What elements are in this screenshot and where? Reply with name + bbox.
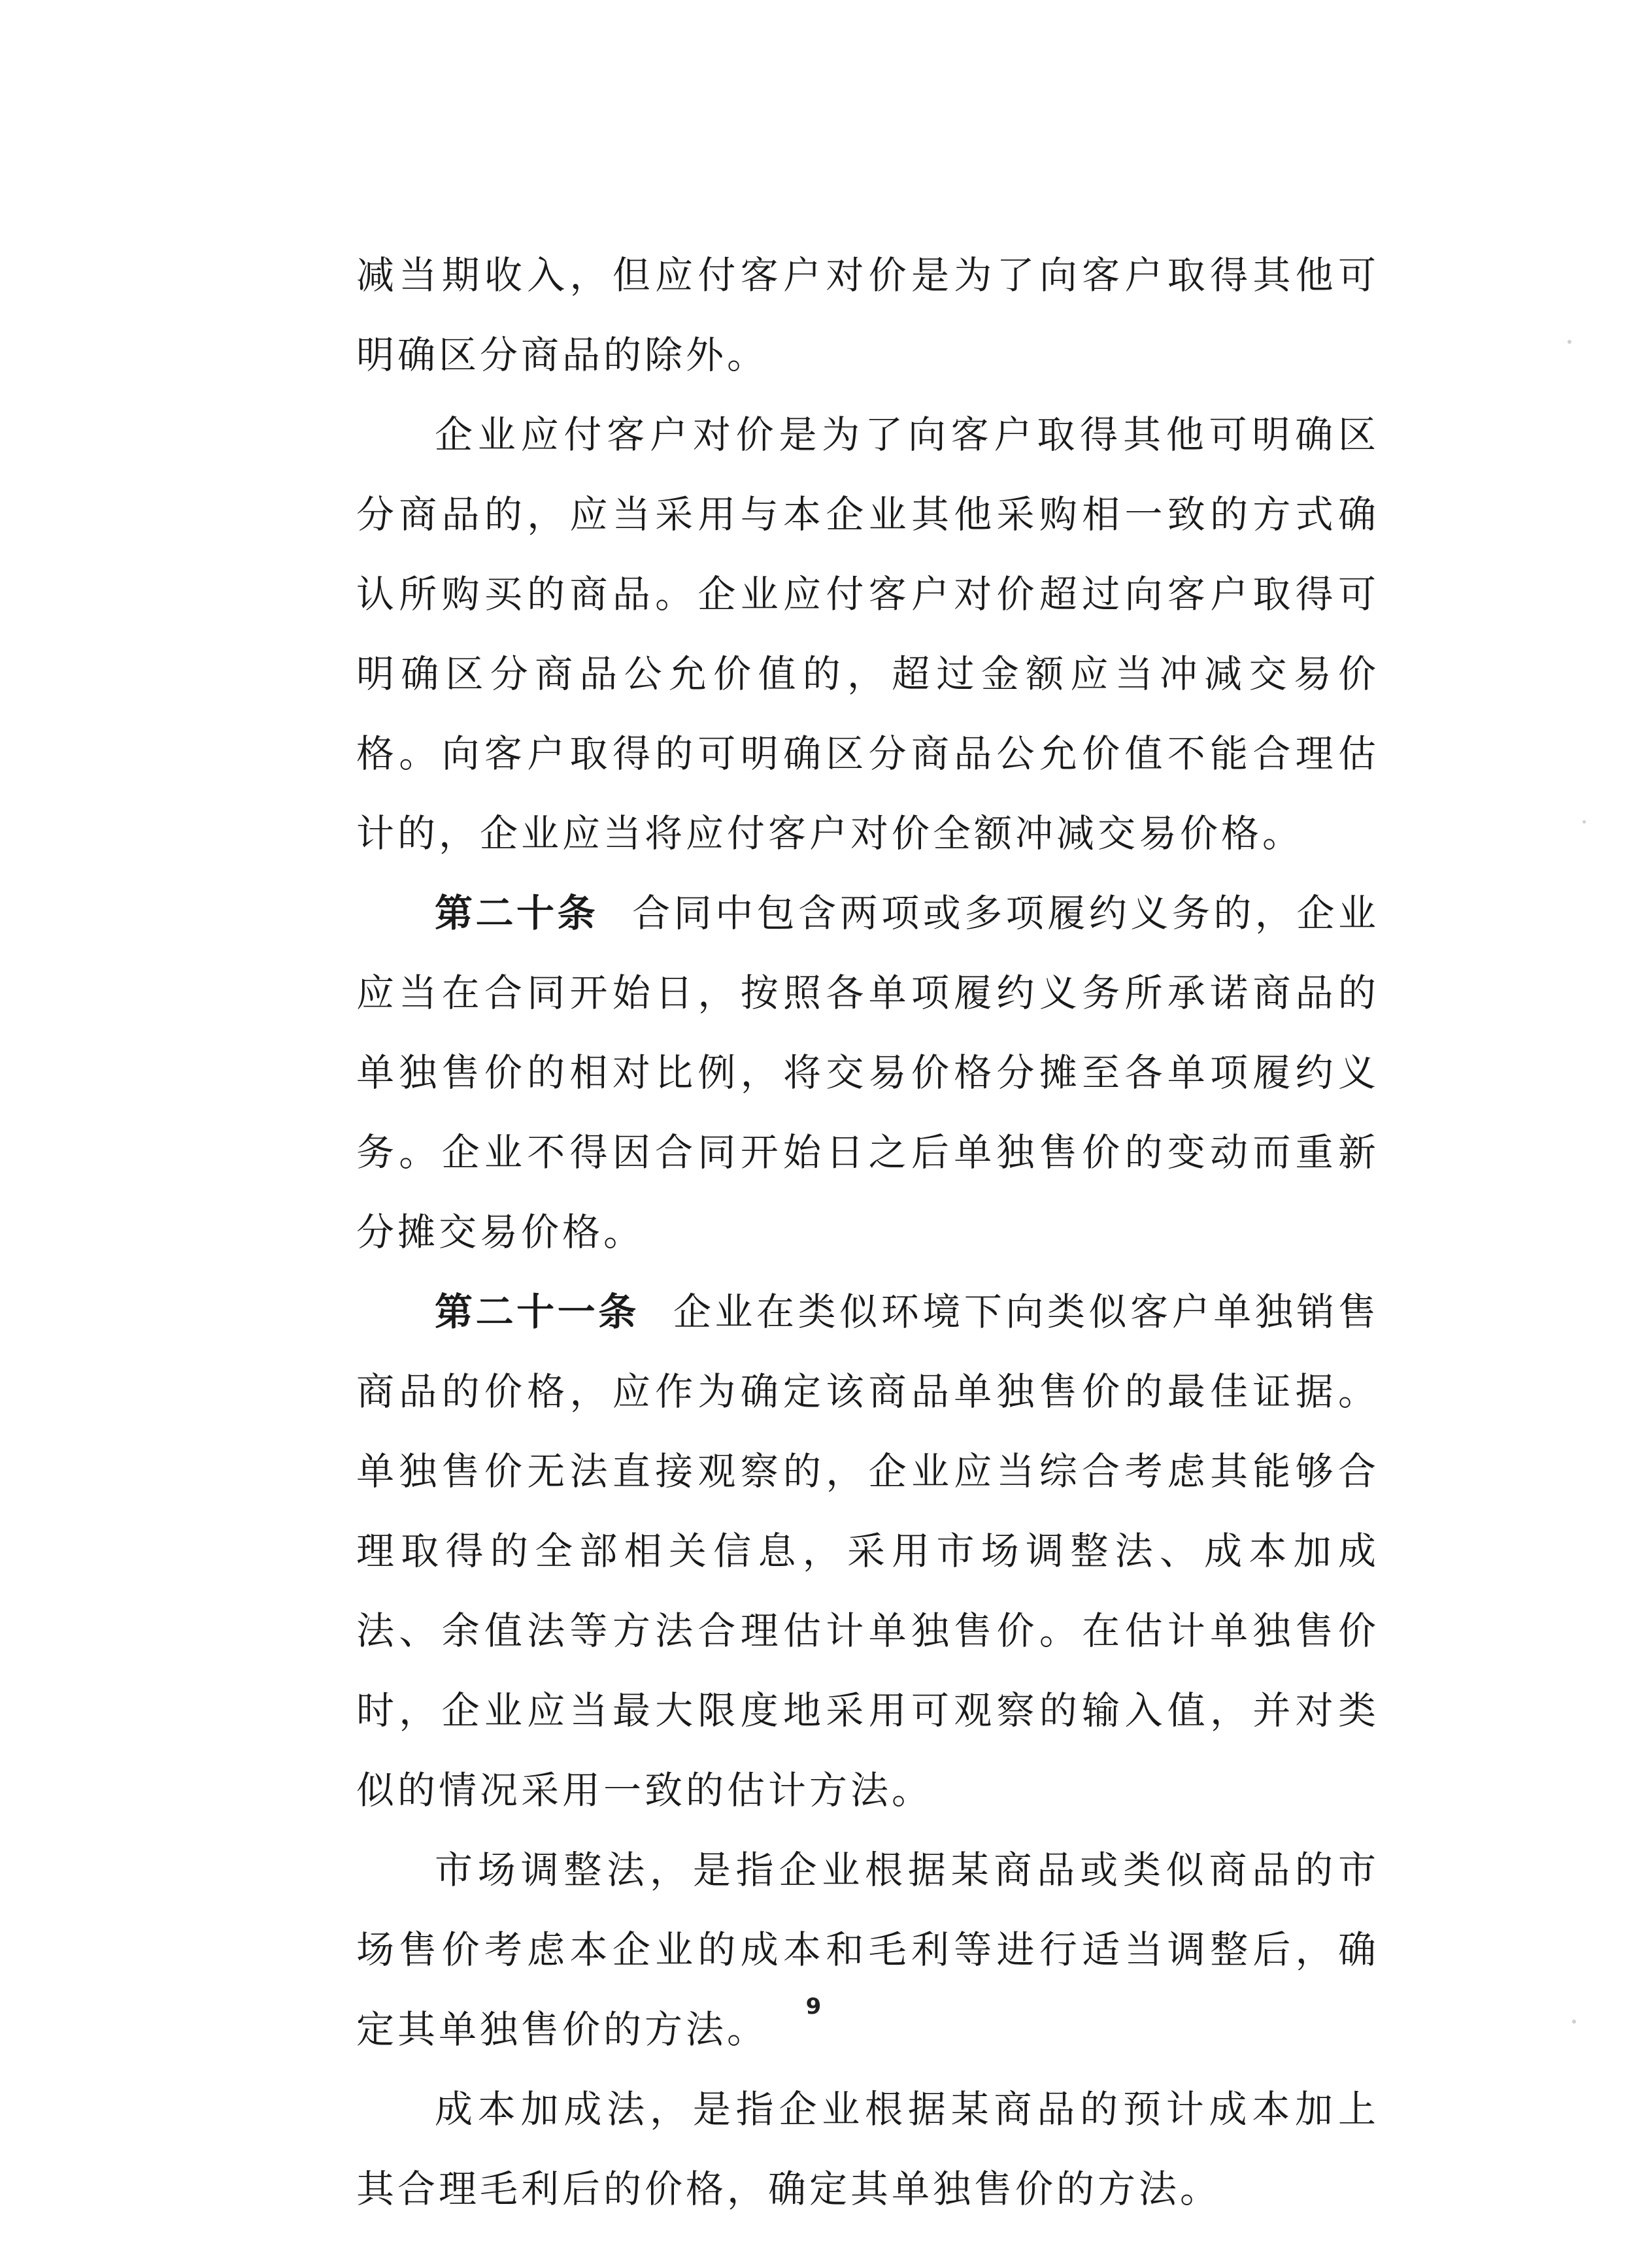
paragraph-text: 合同中包含两项或多项履约义务的，企业应当在合同开始日，按照各单项履约义务所承诺商品的单独售价的相对比例，将交易价格分摊至各单项履约义务。企业不得因合同开始日之后单独售价的变动而重新分摊交易价格。 [356, 891, 1379, 1254]
paragraph-text: 市场调整法，是指企业根据某商品或类似商品的市场售价考虑本企业的成本和毛利等进行适当调整后，确定其单独售价的方法。 [356, 1848, 1379, 2052]
scan-speck [1572, 2020, 1576, 2024]
scan-speck [1568, 340, 1571, 344]
paragraph-p1 [356, 235, 1379, 395]
page-number: 9 [805, 1993, 822, 2020]
paragraph-p2 [356, 395, 1379, 873]
paragraph-p6 [356, 2069, 1379, 2229]
scan-speck [1583, 820, 1586, 824]
article-heading: 第二十条 [435, 891, 599, 935]
paragraph-text: 企业应付客户对价是为了向客户取得其他可明确区分商品的，应当采用与本企业其他采购相一致的方式确认所购买的商品。企业应付客户对价超过向客户取得可明确区分商品公允价值的，超过金额应当冲减交易价格。向客户取得的可明确区分商品公允价值不能合理估计的，企业应当将应付客户对价全额冲减交易价格。 [356, 412, 1379, 856]
paragraph-article-20 [356, 873, 1379, 1272]
paragraph-p5 [356, 1830, 1379, 2069]
paragraph-article-21 [356, 1272, 1379, 1830]
paragraph-text: 减当期收入，但应付客户对价是为了向客户取得其他可明确区分商品的除外。 [356, 253, 1379, 377]
body-text [356, 235, 1379, 2229]
paragraph-text: 成本加成法，是指企业根据某商品的预计成本加上其合理毛利后的价格，确定其单独售价的方法。 [356, 2087, 1379, 2211]
paragraph-text: 企业在类似环境下向类似客户单独销售商品的价格，应作为确定该商品单独售价的最佳证据。单独售价无法直接观察的，企业应当综合考虑其能够合理取得的全部相关信息，采用市场调整法、成本加成法、余值法等方法合理估计单独售价。在估计单独售价时，企业应当最大限度地采用可观察的输入值，并对类似的情况采用一致的估计方法。 [356, 1290, 1379, 1812]
article-heading: 第二十一条 [435, 1290, 639, 1334]
